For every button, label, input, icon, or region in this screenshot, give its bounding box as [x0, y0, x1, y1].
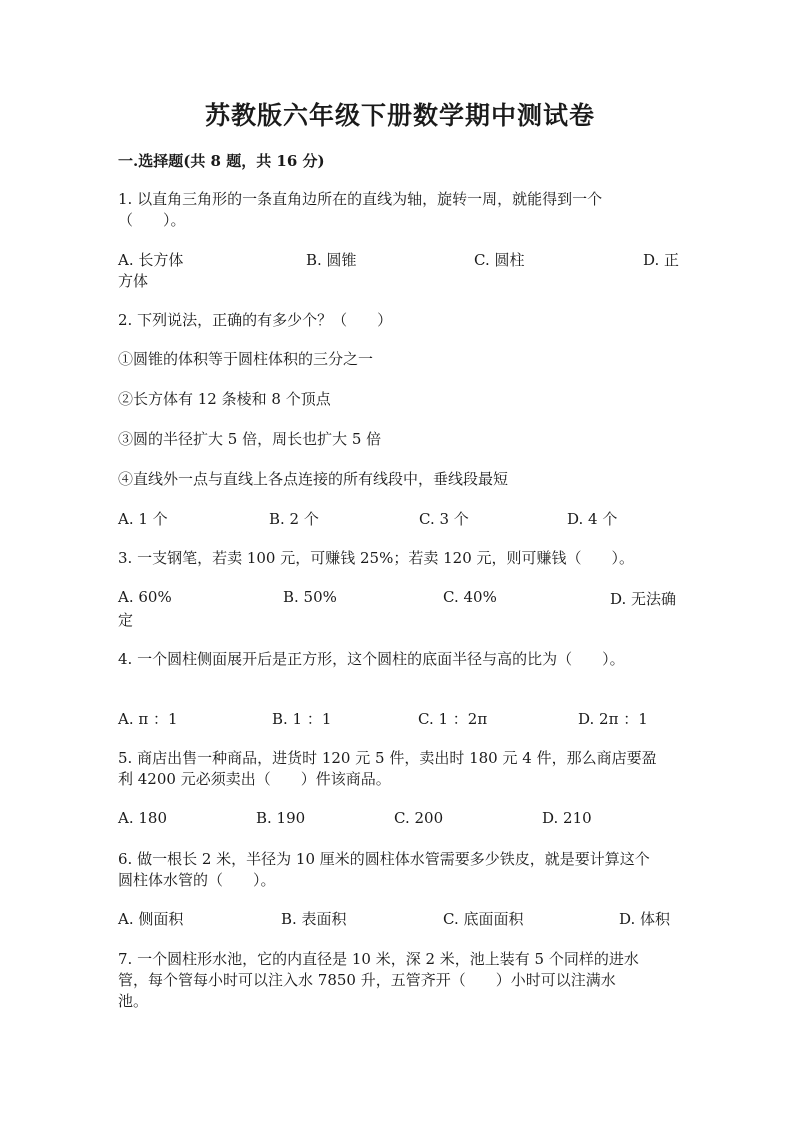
question-5-option-b: B. 190 — [256, 809, 306, 827]
question-2-statement-3: ③圆的半径扩大 5 倍，周长也扩大 5 倍 — [118, 430, 382, 448]
question-3-option-wrap: 定 — [118, 611, 134, 629]
question-6-option-b: B. 表面积 — [281, 910, 347, 928]
question-2-statement-4: ④直线外一点与直线上各点连接的所有线段中，垂线段最短 — [118, 470, 509, 488]
question-1-option-a: A. 长方体 — [118, 251, 184, 269]
question-3-option-a: A. 60% — [118, 588, 172, 606]
question-1-option-c: C. 圆柱 — [474, 251, 525, 269]
question-6-option-d: D. 体积 — [619, 910, 671, 928]
question-4-line-1: 4. 一个圆柱侧面展开后是正方形，这个圆柱的底面半径与高的比为（ ）。 — [118, 650, 625, 668]
question-2-option-a: A. 1 个 — [118, 510, 168, 528]
page-title: 苏教版六年级下册数学期中测试卷 — [204, 101, 595, 130]
question-7-line-1: 7. 一个圆柱形水池，它的内直径是 10 米，深 2 米，池上装有 5 个同样的进水 — [118, 950, 639, 968]
question-5-option-d: D. 210 — [542, 809, 592, 827]
question-3-option-d: D. 无法确 — [610, 590, 677, 608]
question-5-line-2: 利 4200 元必须卖出（ ）件该商品。 — [118, 770, 391, 788]
question-2-option-b: B. 2 个 — [269, 510, 319, 528]
question-2-statement-1: ①圆锥的体积等于圆柱体积的三分之一 — [118, 350, 374, 368]
question-3-option-b: B. 50% — [283, 588, 337, 606]
question-4-option-a: A. π ：1 — [118, 710, 178, 728]
question-6-option-c: C. 底面面积 — [443, 910, 524, 928]
question-4-option-b: B. 1 ：1 — [272, 710, 332, 728]
question-2-line-1: 2. 下列说法，正确的有多少个？（ ） — [118, 311, 393, 329]
question-1-line-2: （ ）。 — [118, 211, 186, 229]
question-7-line-2: 管，每个管每小时可以注入水 7850 升，五管齐开（ ）小时可以注满水 — [118, 971, 616, 989]
question-1-option-b: B. 圆锥 — [306, 251, 357, 269]
question-1-option-d: D. 正 — [643, 251, 680, 269]
question-2-option-d: D. 4 个 — [567, 510, 618, 528]
question-1-line-1: 1. 以直角三角形的一条直角边所在的直线为轴，旋转一周，就能得到一个 — [118, 190, 603, 208]
question-6-line-2: 圆柱体水管的（ ）。 — [118, 871, 276, 889]
question-4-option-d: D. 2π ：1 — [578, 710, 648, 728]
question-5-option-c: C. 200 — [394, 809, 444, 827]
section-heading: 一.选择题(共 8 题，共 16 分) — [118, 152, 325, 170]
question-7-line-3: 池。 — [118, 992, 149, 1010]
question-1-option-wrap: 方体 — [118, 272, 149, 290]
question-3-option-c: C. 40% — [443, 588, 497, 606]
question-2-option-c: C. 3 个 — [419, 510, 469, 528]
question-3-line-1: 3. 一支钢笔，若卖 100 元，可赚钱 25%；若卖 120 元，则可赚钱（ ）。 — [118, 549, 635, 567]
question-5-option-a: A. 180 — [118, 809, 167, 827]
question-4-option-c: C. 1 ：2π — [418, 710, 488, 728]
question-2-statement-2: ②长方体有 12 条棱和 8 个顶点 — [118, 390, 331, 408]
question-6-line-1: 6. 做一根长 2 米，半径为 10 厘米的圆柱体水管需要多少铁皮，就是要计算这个 — [118, 850, 650, 868]
question-6-option-a: A. 侧面积 — [118, 910, 184, 928]
question-5-line-1: 5. 商店出售一种商品，进货时 120 元 5 件，卖出时 180 元 4 件，那么商店要盈 — [118, 749, 657, 767]
